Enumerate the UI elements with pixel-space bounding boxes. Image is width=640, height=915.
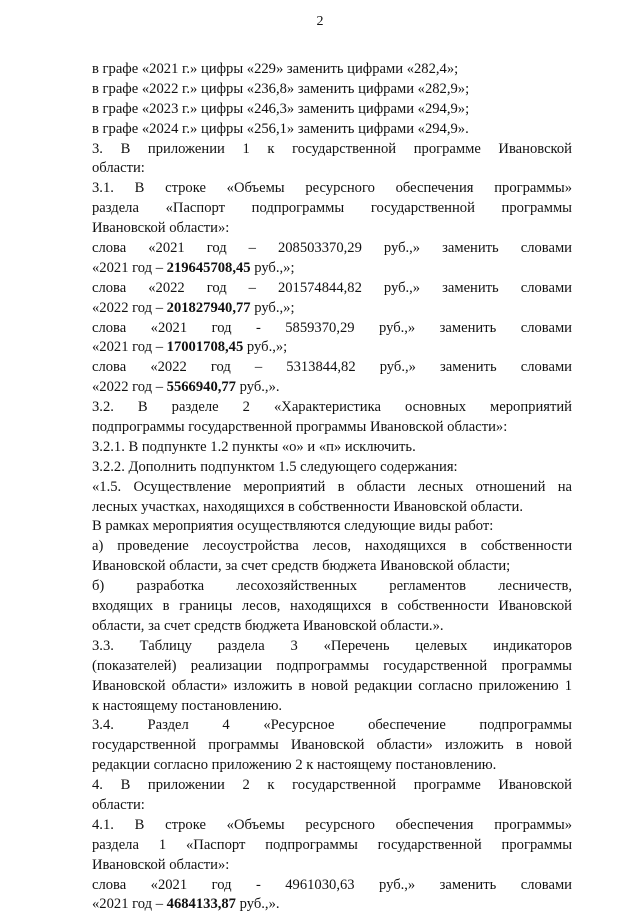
new-value: 4684133,87 [166,896,236,913]
paragraph-3-3-line-4: к настоящему постановлению. [92,697,283,714]
text-line: в графе «2021 г.» цифры «229» заменить цифрами «282,4»; [92,61,459,77]
paragraph-4-1-line-1: 4.1. В строке «Объемы ресурсного обеспечения программы» [92,816,572,833]
new-value: 17001708,45 [166,339,244,356]
paragraph-3-3-line-2: (показателей) реализации подпрограммы государственной программы [92,657,572,674]
replace-2-line-1: слова «2022 год – 201574844,82 руб.,» заменить словами [92,279,572,296]
quote-1-5-line-2: лесных участках, находящихся в собственности Ивановской области. [92,498,523,515]
paragraph-4-line-1: 4. В приложении 2 к государственной программе Ивановской [92,777,572,794]
new-value: 219645708,45 [166,259,251,276]
paragraph-3-1-line-2: раздела «Паспорт подпрограммы государственной программы [92,200,572,217]
new-value: 5566940,77 [166,379,236,396]
paragraph-3-2-line-2: подпрограммы государственной программы Ивановской области»: [92,419,508,436]
paragraph-3-4-line-2: государственной программы Ивановской области» изложить в новой [92,737,572,754]
paragraph-4-1-line-2: раздела 1 «Паспорт подпрограммы государственной программы [92,836,572,853]
work-b-line-3: области, за счет средств бюджета Ивановской области.». [92,617,444,634]
replace-3-line-1: слова «2021 год - 5859370,29 руб.,» заменить словами [92,319,572,336]
work-a-line-1: а) проведение лесоустройства лесов, находящихся в собственности [92,538,572,555]
replace-1-line-1: слова «2021 год – 208503370,29 руб.,» заменить словами [92,240,572,257]
replace-2-line-2: «2022 год – 201827940,77 руб.,»; [92,299,295,316]
work-a-line-2: Ивановской области, за счет средств бюджета Ивановской области; [92,558,511,575]
replace-3-line-2: «2021 год – 17001708,45 руб.,»; [92,339,288,356]
replace-1-line-2: «2021 год – 219645708,45 руб.,»; [92,259,295,276]
text-line: в графе «2022 г.» цифры «236,8» заменить цифрами «282,9»; [92,80,470,97]
paragraph-3-3-line-1: 3.3. Таблицу раздела 3 «Перечень целевых индикаторов [92,637,572,654]
new-value: 201827940,77 [166,299,251,316]
works-intro: В рамках мероприятия осуществляются следующие виды работ: [92,518,494,535]
paragraph-3-line-2: области: [92,160,145,177]
replace-5-line-1: слова «2021 год - 4961030,63 руб.,» заменить словами [92,876,572,893]
paragraph-3-1-line-3: Ивановской области»: [92,220,230,237]
text-line: в графе «2023 г.» цифры «246,3» заменить цифрами «294,9»; [92,100,470,117]
work-b-line-1: б) разработка лесохозяйственных регламентов лесничеств, [92,578,572,595]
paragraph-3-4-line-3: редакции согласно приложению 2 к настоящему постановлению. [92,757,497,774]
replace-5-line-2: «2021 год – 4684133,87 руб.,». [92,896,280,913]
paragraph-3-2-line-1: 3.2. В разделе 2 «Характеристика основных мероприятий [92,399,572,416]
paragraph-3-line-1: 3. В приложении 1 к государственной программе Ивановской [92,140,572,157]
paragraph-3-2-2: 3.2.2. Дополнить подпунктом 1.5 следующего содержания: [92,458,458,475]
paragraph-3-4-line-1: 3.4. Раздел 4 «Ресурсное обеспечение подпрограммы [92,717,572,734]
paragraph-4-1-line-3: Ивановской области»: [92,856,230,873]
document-body [92,60,572,915]
paragraph-4-line-2: области: [92,796,145,813]
paragraph-3-1-line-1: 3.1. В строке «Объемы ресурсного обеспечения программы» [92,180,572,197]
text-line: в графе «2024 г.» цифры «256,1» заменить цифрами «294,9». [92,120,469,137]
replace-4-line-2: «2022 год – 5566940,77 руб.,». [92,379,280,396]
paragraph-3-3-line-3: Ивановской области» изложить в новой редакции согласно приложению 1 [92,677,572,694]
replace-4-line-1: слова «2022 год – 5313844,82 руб.,» заменить словами [92,359,572,376]
page-number: 2 [316,14,324,29]
work-b-line-2: входящих в границы лесов, находящихся в собственности Ивановской [92,598,572,615]
paragraph-3-2-1: 3.2.1. В подпункте 1.2 пункты «о» и «п» исключить. [92,438,416,455]
quote-1-5-line-1: «1.5. Осуществление мероприятий в области лесных отношений на [92,478,572,495]
